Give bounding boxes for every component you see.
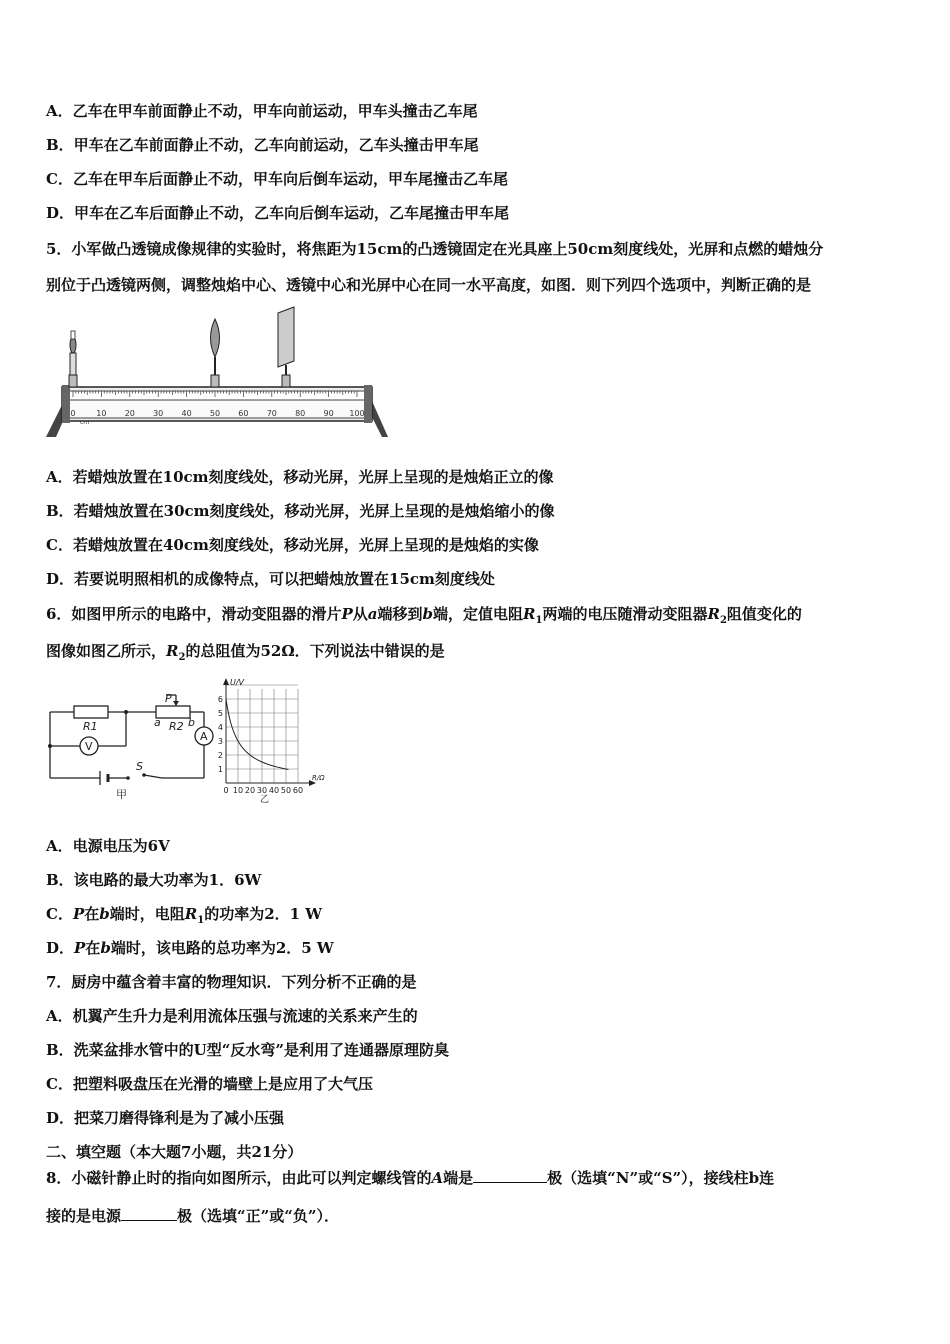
q7-option-a: A．机翼产生升力是利用流体压强与流速的关系来产生的 [46,1007,418,1025]
q5-stem-line1: 5．小军做凸透镜成像规律的实验时，将焦距为15cm的凸透镜固定在光具座上50cm刻度线处，光屏和点燃的蜡烛分 [46,240,824,258]
q6-option-a: A．电源电压为6V [46,837,170,855]
graph-ytick-label: 3 [217,737,223,746]
q6-option-b: B．该电路的最大功率为1．6W [46,871,262,889]
light-screen [278,307,294,387]
q8-stem-line2: 接的是电源 极（选填“正”或“负”）． [46,1207,340,1225]
q6-option-c: C．P在b端时，电阻$R_1$的功率为2．1 W [46,905,323,926]
graph-ytick-label: 5 [217,709,223,718]
q6-stem-line2: 图像如图乙所示，$R_2$的总阻值为52Ω．下列说法中错误的是 [46,642,445,663]
q8-blank-1[interactable] [473,1168,547,1183]
bench-unit: cm [80,419,90,426]
q5-stem-line2: 别位于凸透镜两侧，调整烛焰中心、透镜中心和光屏中心在同一水平高度，如图．则下列四个选项中，判断正确的是 [46,276,812,294]
label-b: b [188,716,195,729]
q7-option-b: B．洗菜盆排水管中的U型“反水弯”是利用了连通器原理防臭 [46,1041,450,1059]
graph-xtick-label: 40 [268,786,280,795]
q8-stem-line1: 8．小磁针静止时的指向如图所示，由此可以判定螺线管的A端是 极（选填“N”或“S”），接线柱b连 [46,1169,775,1187]
q4-option-c: C．乙车在甲车后面静止不动，甲车向后倒车运动，甲车尾撞击乙车尾 [46,170,508,188]
graph-ytick-label: 4 [217,723,223,732]
q5-option-c: C．若蜡烛放置在40cm刻度线处，移动光屏，光屏上呈现的是烛焰的实像 [46,536,539,554]
q6-stem-line1: 6．如图甲所示的电路中，滑动变阻器的滑片P从a端移到b端，定值电阻$R_1$两端的电压随滑动变阻器$R_2$阻值变化的 [46,605,802,626]
bench-tick-label: 70 [266,409,277,418]
candle [69,331,77,387]
q7-option-d: D．把菜刀磨得锋利是为了减小压强 [46,1109,285,1127]
q4-option-b: B．甲车在乙车前面静止不动，乙车向前运动，乙车头撞击甲车尾 [46,136,479,154]
bench-tick-label: 0 [70,409,76,418]
graph-xtick-label: 30 [256,786,268,795]
label-r2: R2 [169,720,184,733]
bench-tick-label: 20 [124,409,135,418]
q5-option-a: A．若蜡烛放置在10cm刻度线处，移动光屏，光屏上呈现的是烛焰正立的像 [46,468,554,486]
optical-bench-figure [44,305,390,440]
q5-option-d: D．若要说明照相机的成像特点，可以把蜡烛放置在15cm刻度线处 [46,570,495,588]
voltage-curve [226,699,288,770]
graph-caption: 乙 [260,795,270,805]
ammeter-label: A [200,730,208,743]
graph-xlabel: R/Ω [312,774,325,782]
bench-tick-label: 40 [181,409,192,418]
label-p: P [165,692,172,705]
convex-lens [211,319,220,387]
graph-ytick-label: 2 [217,751,223,760]
voltmeter-label: V [85,740,93,753]
voltage-resistance-graph [212,676,332,806]
q6-option-d: D．P在b端时，该电路的总功率为2．5 W [46,939,334,957]
graph-xtick-label: 0 [223,786,229,795]
bench-tick-label: 80 [295,409,306,418]
q4-option-d: D．甲车在乙车后面静止不动，乙车向后倒车运动，乙车尾撞击甲车尾 [46,204,510,222]
bench-tick-label: 90 [323,409,334,418]
q4-option-a: A．乙车在甲车前面静止不动，甲车向前运动，甲车头撞击乙车尾 [46,102,478,120]
bench-tick-label: 30 [153,409,164,418]
bench-tick-label: 60 [238,409,249,418]
circuit-caption: 甲 [116,788,127,801]
q5-option-b: B．若蜡烛放置在30cm刻度线处，移动光屏，光屏上呈现的是烛焰缩小的像 [46,502,555,520]
circuit-diagram [44,686,224,804]
bench-tick-label: 100 [349,409,365,418]
graph-ylabel: U/V [230,678,245,687]
section-title: 二、填空题（本大题7小题，共21分） [46,1143,303,1161]
label-a: a [154,716,161,729]
graph-xtick-label: 20 [244,786,256,795]
q7-option-c: C．把塑料吸盘压在光滑的墙壁上是应用了大气压 [46,1075,373,1093]
graph-xtick-label: 10 [232,786,244,795]
graph-xtick-label: 60 [292,786,304,795]
q7-stem: 7．厨房中蕴含着丰富的物理知识．下列分析不正确的是 [46,973,417,991]
bench-tick-label: 10 [96,409,107,418]
graph-ytick-label: 1 [217,765,223,774]
label-r1: R1 [83,720,98,733]
graph-ytick-label: 6 [217,695,223,704]
bench-tick-label: 50 [209,409,221,418]
graph-xtick-label: 50 [280,786,292,795]
label-s: S [136,760,143,773]
q8-blank-2[interactable] [121,1206,177,1221]
